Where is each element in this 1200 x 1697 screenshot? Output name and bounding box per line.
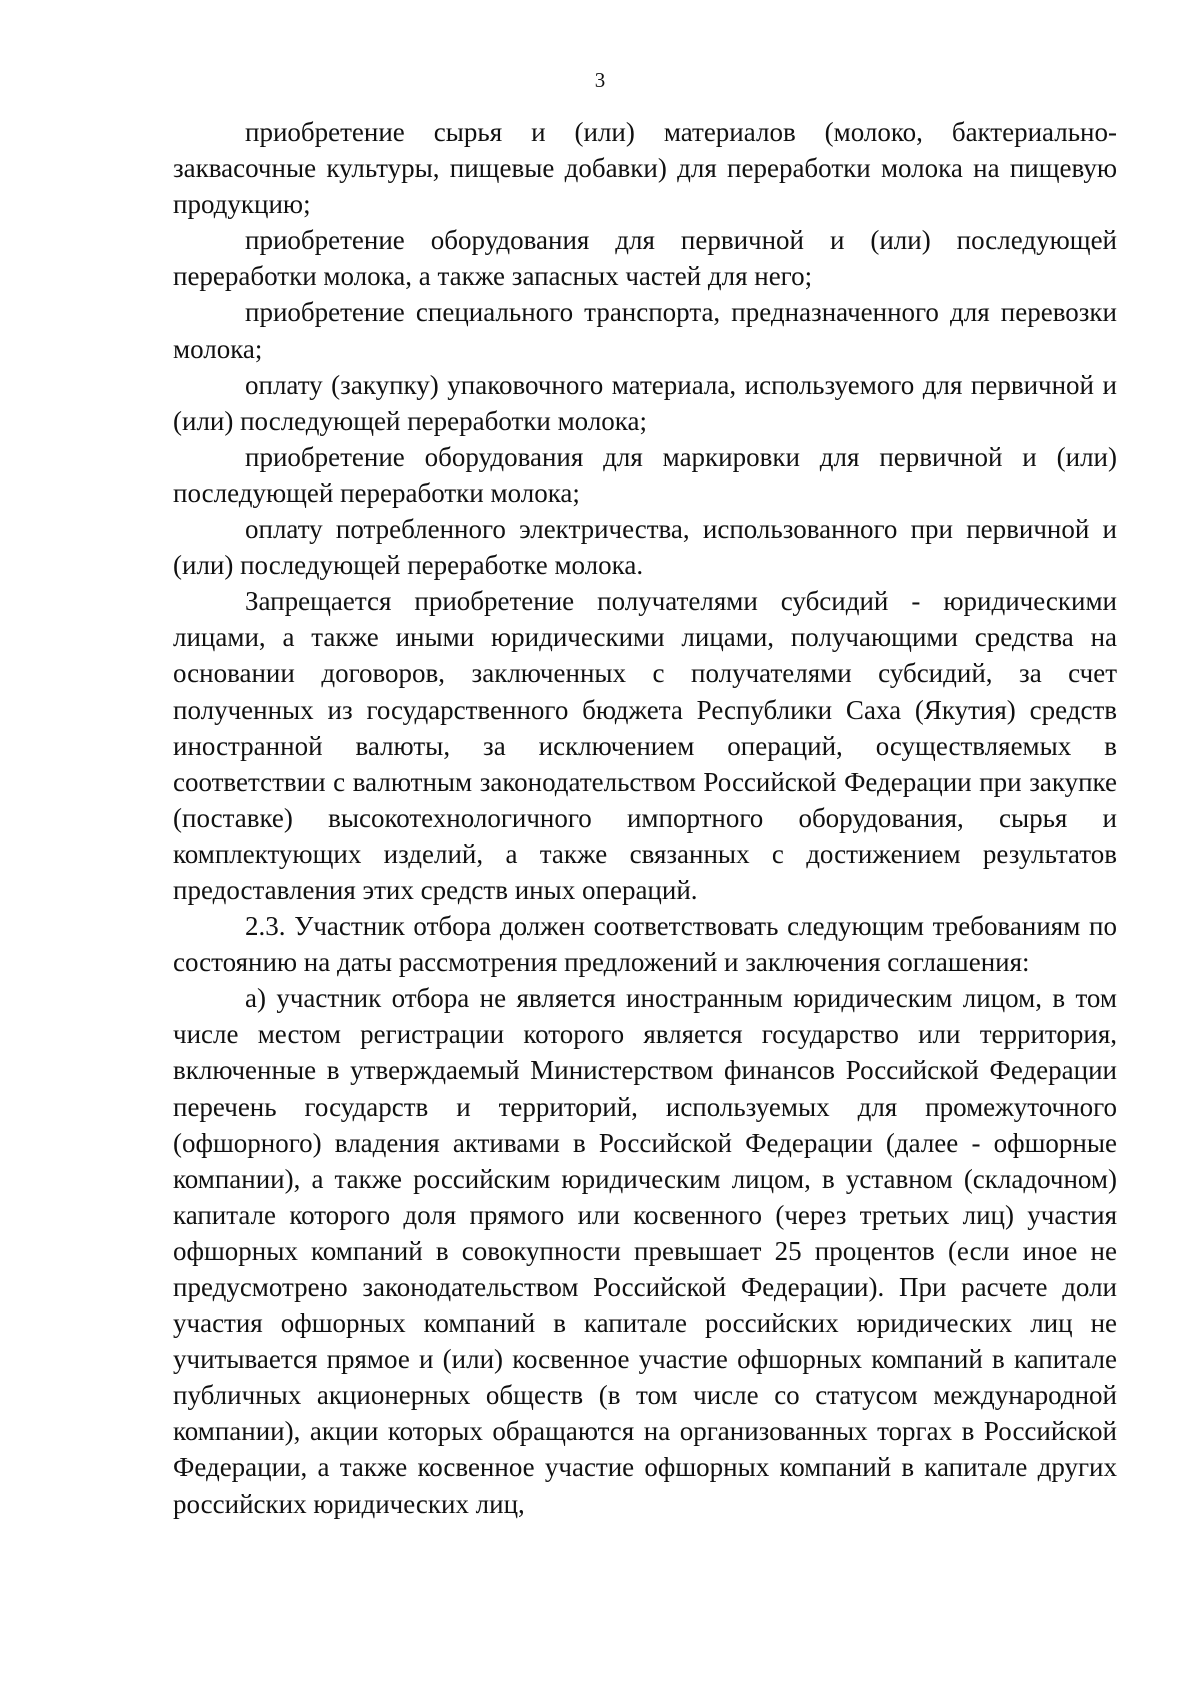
paragraph-packaging-material: оплату (закупку) упаковочного материала, используемого для первичной и (или) последующей переработки молока; bbox=[173, 369, 1117, 436]
paragraph-processing-equipment: приобретение оборудования для первичной и (или) последующей переработки молока, а также запасных частей для него; bbox=[173, 225, 1117, 292]
paragraph-marking-equipment: приобретение оборудования для маркировки для первичной и (или) последующей переработки молока; bbox=[173, 441, 1117, 508]
paragraph-electricity: оплату потребленного электричества, использованного при первичной и (или) последующей переработке молока. bbox=[173, 514, 1117, 581]
paragraph-item-a: а) участник отбора не является иностранным юридическим лицом, в том числе местом регистрации которого является государство или территория, включенные в утверждаемый Министерством финансов Российской Федерации перечень государств и территорий, используемых для промежуточного (офшорного) владения активами в Российской Федерации (далее - офшорные компании), а также российским юридическим лицом, в уставном (складочном) капитале которого доля прямого или косвенного (через третьих лиц) участия офшорных компаний в совокупности превышает 25 процентов (если иное не предусмотрено законодательством Российской Федерации). При расчете доли участия офшорных компаний в капитале российских юридических лиц не учитывается прямое и (или) косвенное участие офшорных компаний в капитале публичных акционерных обществ (в том числе со статусом международной компании), акции которых обращаются на организованных торгах в Российской Федерации, а также косвенное участие офшорных компаний в капитале других российских юридических лиц, bbox=[173, 983, 1117, 1519]
paragraph-section-2-3: 2.3. Участник отбора должен соответствовать следующим требованиям по состоянию на даты рассмотрения предложений и заключения соглашения: bbox=[173, 911, 1117, 978]
document-body bbox=[173, 114, 1117, 1522]
paragraph-raw-materials: приобретение сырья и (или) материалов (молоко, бактериально-заквасочные культуры, пищевые добавки) для переработки молока на пищевую продукцию; bbox=[173, 117, 1117, 220]
paragraph-special-transport: приобретение специального транспорта, предназначенного для перевозки молока; bbox=[173, 297, 1117, 364]
page-number: 3 bbox=[594, 68, 606, 92]
paragraph-foreign-currency-ban: Запрещается приобретение получателями субсидий - юридическими лицами, а также иными юридическими лицами, получающими средства на основании договоров, заключенных с получателями субсидий, за счет полученных из государственного бюджета Республики Саха (Якутия) средств иностранной валюты, за исключением операций, осуществляемых в соответствии с валютным законодательством Российской Федерации при закупке (поставке) высокотехнологичного импортного оборудования, сырья и комплектующих изделий, а также связанных с достижением результатов предоставления этих средств иных операций. bbox=[173, 586, 1117, 905]
